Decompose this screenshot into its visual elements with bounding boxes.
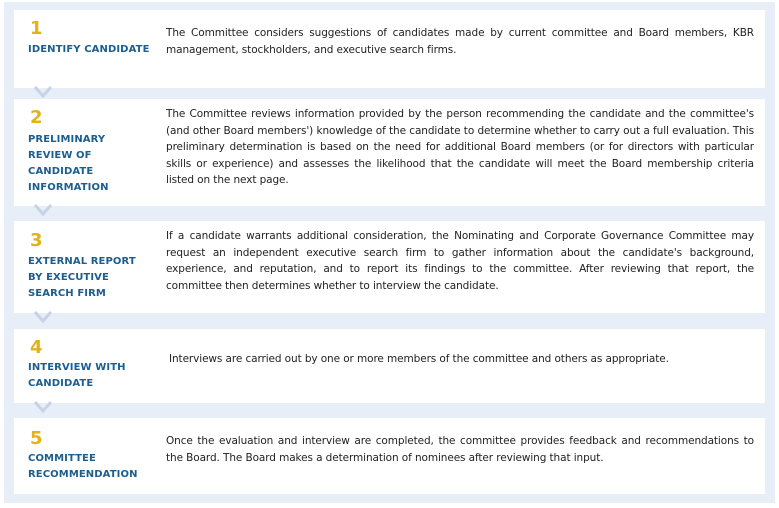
step-1-title: IDENTIFY CANDIDATE (28, 44, 150, 55)
step-4-card (14, 329, 765, 403)
step-3-number: 3 (30, 230, 43, 251)
step-2-number: 2 (30, 107, 43, 128)
chevron-down-icon (33, 311, 53, 323)
step-1-number: 1 (30, 18, 43, 39)
step-1-card (14, 10, 765, 88)
chevron-down-icon (33, 86, 53, 98)
step-2-title: PRELIMINARY REVIEW OF CANDIDATE INFORMATION (28, 134, 109, 193)
chevron-down-icon (33, 401, 53, 413)
step-1-description: The Committee considers suggestions of candidates made by current committee and Board members, KBR management, stockholders, and executive search firms. (166, 27, 754, 56)
step-3-card (14, 221, 765, 313)
step-5-card (14, 418, 765, 494)
step-4-number: 4 (30, 337, 43, 358)
step-5-description: Once the evaluation and interview are completed, the committee provides feedback and recommendations to the Board. The Board makes a determination of nominees after reviewing that input. (166, 435, 754, 464)
step-3-title: EXTERNAL REPORT BY EXECUTIVE SEARCH FIRM (28, 256, 136, 299)
step-5-number: 5 (30, 428, 43, 449)
step-5-title: COMMITTEE RECOMMENDATION (28, 453, 138, 480)
step-2-card (14, 99, 765, 206)
step-4-description: Interviews are carried out by one or more members of the committee and others as appropriate. (169, 353, 669, 365)
chevron-down-icon (33, 204, 53, 216)
step-3-description: If a candidate warrants additional consideration, the Nominating and Corporate Governance Committee may request an independent executive search firm to gather information about the candidate's background, experience, and reputation, and to report its findings to the committee. After reviewing that report, the committee then determines whether to interview the candidate. (166, 230, 754, 292)
step-2-description: The Committee reviews information provided by the person recommending the candidate and the committee's (and other Board members') knowledge of the candidate to determine whether to carry out a full evaluation. This preliminary determination is based on the need for additional Board members (or for directors with particular skills or experience) and assesses the likelihood that the candidate will meet the Board membership criteria listed on the next page. (166, 108, 754, 186)
step-4-title: INTERVIEW WITH CANDIDATE (28, 362, 126, 389)
